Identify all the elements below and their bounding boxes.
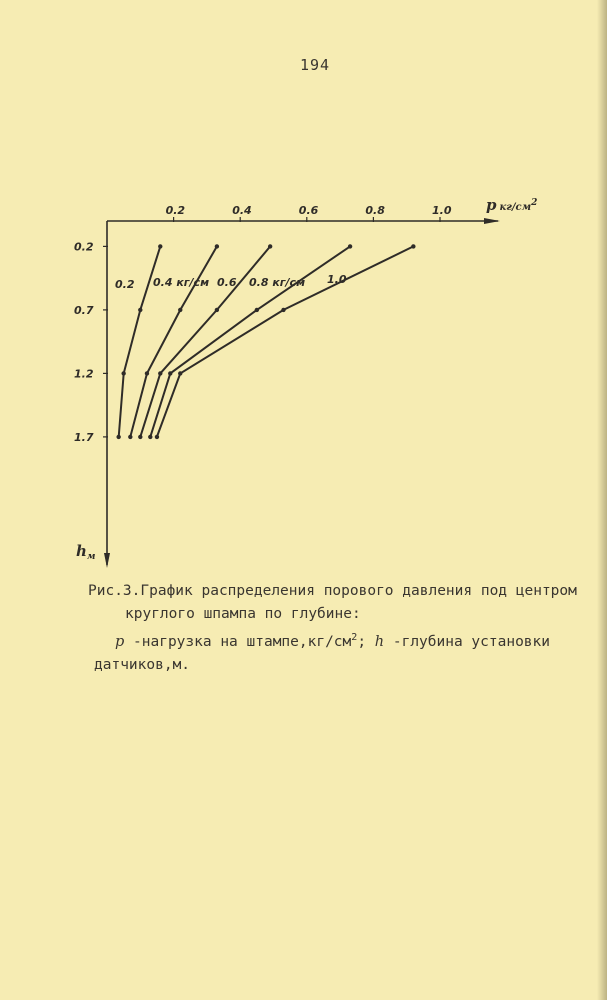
data-point xyxy=(158,244,162,248)
x-tick-label: 0.4 xyxy=(232,204,252,217)
chart-labels xyxy=(74,196,537,562)
data-point xyxy=(155,435,159,439)
data-point xyxy=(348,244,352,248)
x-axis-title: pкг/$см^2$ xyxy=(486,196,538,214)
figure-caption xyxy=(88,580,598,677)
caption-line-4: датчиков,м. xyxy=(94,656,191,673)
caption-separator: ; xyxy=(357,633,375,650)
caption-exponent: 2 xyxy=(351,632,358,643)
y-tick-label: 1.7 xyxy=(74,430,94,444)
x-axis-arrowhead xyxy=(484,218,500,224)
x-tick-label: 1.0 xyxy=(432,204,452,217)
chart-curves xyxy=(116,244,415,439)
x-tick-label: 0.6 xyxy=(298,204,319,217)
data-point xyxy=(268,244,272,248)
curve-p-0.2 xyxy=(119,246,161,437)
data-point xyxy=(281,308,285,312)
data-point xyxy=(138,308,142,312)
page-number: 194 xyxy=(300,56,331,74)
curve-p-0.8 xyxy=(150,246,350,437)
y-tick-label: 0.2 xyxy=(74,240,94,254)
data-point xyxy=(138,435,142,439)
curve-label: 0.4 кг/см xyxy=(153,276,210,289)
y-tick-label: 1.2 xyxy=(74,367,94,381)
caption-load-text: -нагрузка на штампе,кг/см xyxy=(124,633,352,650)
y-tick-label: 0.7 xyxy=(74,303,94,317)
data-point xyxy=(178,308,182,312)
curve-p-0.4 xyxy=(130,246,217,437)
data-point xyxy=(116,435,120,439)
caption-symbol-h: h xyxy=(374,633,385,650)
data-point xyxy=(145,371,149,375)
caption-depth-text: -глубина установки xyxy=(384,633,550,650)
data-point xyxy=(158,371,162,375)
data-point xyxy=(121,371,125,375)
curve-label: 0.6 xyxy=(217,276,237,289)
data-point xyxy=(215,308,219,312)
chart-axes xyxy=(103,217,500,568)
curve-p-1.0 xyxy=(157,246,414,437)
data-point xyxy=(411,244,415,248)
data-point xyxy=(255,308,259,312)
caption-line-2: круглого шпампа по глубине: xyxy=(125,606,361,622)
caption-symbol-p: p xyxy=(115,633,125,650)
data-point xyxy=(128,435,132,439)
curve-label: 1.0 xyxy=(327,273,347,286)
caption-line-3 xyxy=(88,626,598,654)
data-point xyxy=(178,371,182,375)
data-point xyxy=(148,435,152,439)
data-point xyxy=(215,244,219,248)
caption-line-1: Рис.3.График распределения порового давления под центром xyxy=(88,583,577,599)
data-point xyxy=(168,371,172,375)
curve-label: 0.2 xyxy=(115,278,135,291)
x-tick-label: 0.8 xyxy=(365,204,385,217)
y-axis-title: $h_м$ xyxy=(76,542,96,562)
y-axis-arrowhead xyxy=(104,553,110,568)
x-tick-label: 0.2 xyxy=(165,204,186,217)
curve-label: 0.8 кг/см xyxy=(249,276,306,289)
